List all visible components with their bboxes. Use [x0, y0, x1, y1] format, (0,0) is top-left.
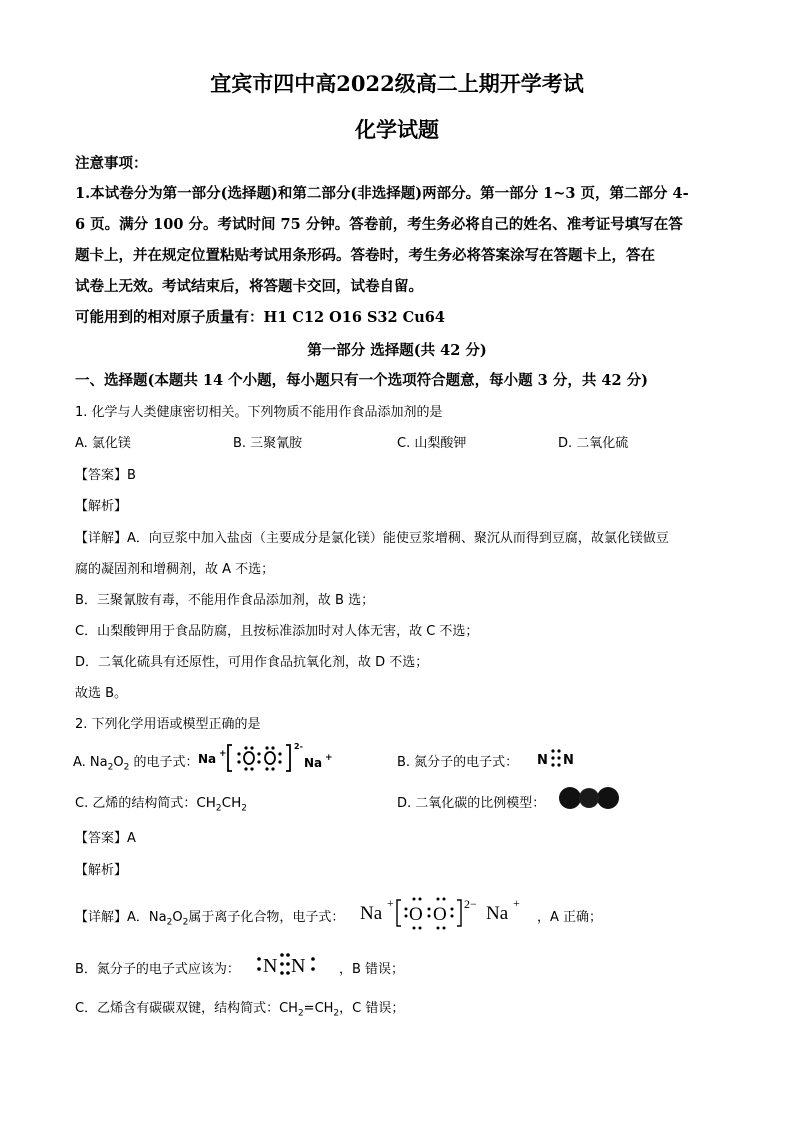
- svg-text:Na: Na: [486, 903, 509, 924]
- q2-detail-b-electron-formula: [252, 947, 348, 981]
- q1-detail-line: B．三聚氰胺有毒，不能用作食品添加剂，故 B 选；: [75, 593, 375, 608]
- q2-option-a-electron-formula: [196, 740, 346, 776]
- svg-text:O: O: [433, 904, 447, 925]
- q1-option-b: B. 三聚氰胺: [233, 436, 303, 451]
- question-2-stem: 2. 下列化学用语或模型正确的是: [75, 717, 261, 732]
- q2-analysis-tag: 【解析】: [75, 863, 128, 878]
- section-heading: 一、选择题(本题共 14 个小题，每小题只有一个选项符合题意，每小题 3 分，共 42 分): [75, 372, 648, 389]
- q1-detail-line: 故选 B。: [75, 686, 128, 701]
- notice-line: 1.本试卷分为第一部分(选择题)和第二部分(非选择题)两部分。第一部分 1~3 页，第二部分 4-: [75, 185, 689, 202]
- q1-analysis-tag: 【解析】: [75, 499, 128, 514]
- page-title: 宜宾市四中高2022级高二上期开学考试: [210, 71, 584, 96]
- notice-line: 题卡上，并在规定位置粘贴考试用条形码。答卷时，考生务必将答案涂写在答题卡上，答在: [75, 247, 655, 264]
- q2-answer: 【答案】A: [75, 831, 136, 846]
- q2-option-b-electron-formula: [533, 745, 583, 771]
- q1-option-a: A. 氯化镁: [75, 436, 131, 451]
- svg-text:N: N: [291, 955, 306, 977]
- part1-heading: 第一部分 选择题(共 42 分): [307, 342, 487, 359]
- q2-option-c: C. 乙烯的结构简式：$CH_2CH_2$: [75, 795, 247, 814]
- q2-option-a-label: A. $Na_2O_2$ 的电子式：: [73, 755, 199, 773]
- q1-detail-line: C．山梨酸钾用于食品防腐，且按标准添加时对人体无害，故 C 不选；: [75, 624, 479, 639]
- svg-text:+: +: [219, 749, 227, 759]
- svg-text:O: O: [409, 904, 423, 925]
- q2-detail-a-electron-formula: [356, 892, 536, 934]
- page-subtitle: 化学试题: [355, 117, 439, 142]
- co2-space-filling-model-icon: [556, 785, 622, 811]
- notice-line: 6 页。满分 100 分。考试时间 75 分钟。答卷前，考生务必将自己的姓名、准考证号填写在答: [75, 216, 683, 233]
- q1-detail-line: 【详解】A．向豆浆中加入盐卤（主要成分是氯化镁）能使豆浆增稠、聚沉从而得到豆腐，故氯化镁做豆: [75, 531, 669, 546]
- svg-text:N: N: [537, 753, 548, 768]
- svg-text:Na: Na: [304, 756, 323, 770]
- q1-answer: 【答案】B: [75, 468, 136, 483]
- svg-text:2−: 2−: [464, 897, 477, 911]
- svg-text:+: +: [325, 753, 333, 763]
- svg-text:Na: Na: [198, 752, 217, 766]
- svg-text:Na: Na: [360, 903, 383, 924]
- q2-detail-c: C．乙烯含有碳碳双键，结构简式：$CH_2=CH_2$，C 错误；: [75, 1001, 405, 1019]
- q1-option-c: C. 山梨酸钾: [397, 436, 467, 451]
- notice-heading: 注意事项：: [75, 155, 148, 172]
- svg-text:N: N: [563, 753, 574, 768]
- q2-detail-b-text: B．氮分子的电子式应该为：: [75, 962, 240, 977]
- q2-option-d-label: D. 二氧化碳的比例模型：: [397, 796, 546, 811]
- q1-option-d: D. 二氧化硫: [558, 436, 629, 451]
- q2-detail-b-end: ，B 错误；: [339, 962, 405, 977]
- notice-line: 试卷上无效。考试结束后，将答题卡交回，试卷自留。: [75, 278, 423, 295]
- svg-text:N: N: [263, 955, 278, 977]
- q2-option-b-label: B. 氮分子的电子式：: [397, 755, 519, 770]
- atomic-mass-line: 可能用到的相对原子质量有：H1 C12 O16 S32 Cu64: [75, 309, 445, 326]
- svg-text:+: +: [387, 896, 394, 910]
- question-1-stem: 1. 化学与人类健康密切相关。下列物质不能用作食品添加剂的是: [75, 405, 443, 420]
- q2-detail-a-end: ，A 正确；: [537, 910, 603, 925]
- q1-detail-line: D．二氧化硫具有还原性，可用作食品抗氧化剂，故 D 不选；: [75, 655, 429, 670]
- q2-detail-a-text: 【详解】A．$Na_2O_2$属于离子化合物，电子式：: [75, 910, 345, 928]
- svg-text:2-: 2-: [294, 742, 303, 751]
- svg-text:+: +: [513, 896, 520, 910]
- q1-detail-line: 腐的凝固剂和增稠剂，故 A 不选；: [75, 562, 275, 577]
